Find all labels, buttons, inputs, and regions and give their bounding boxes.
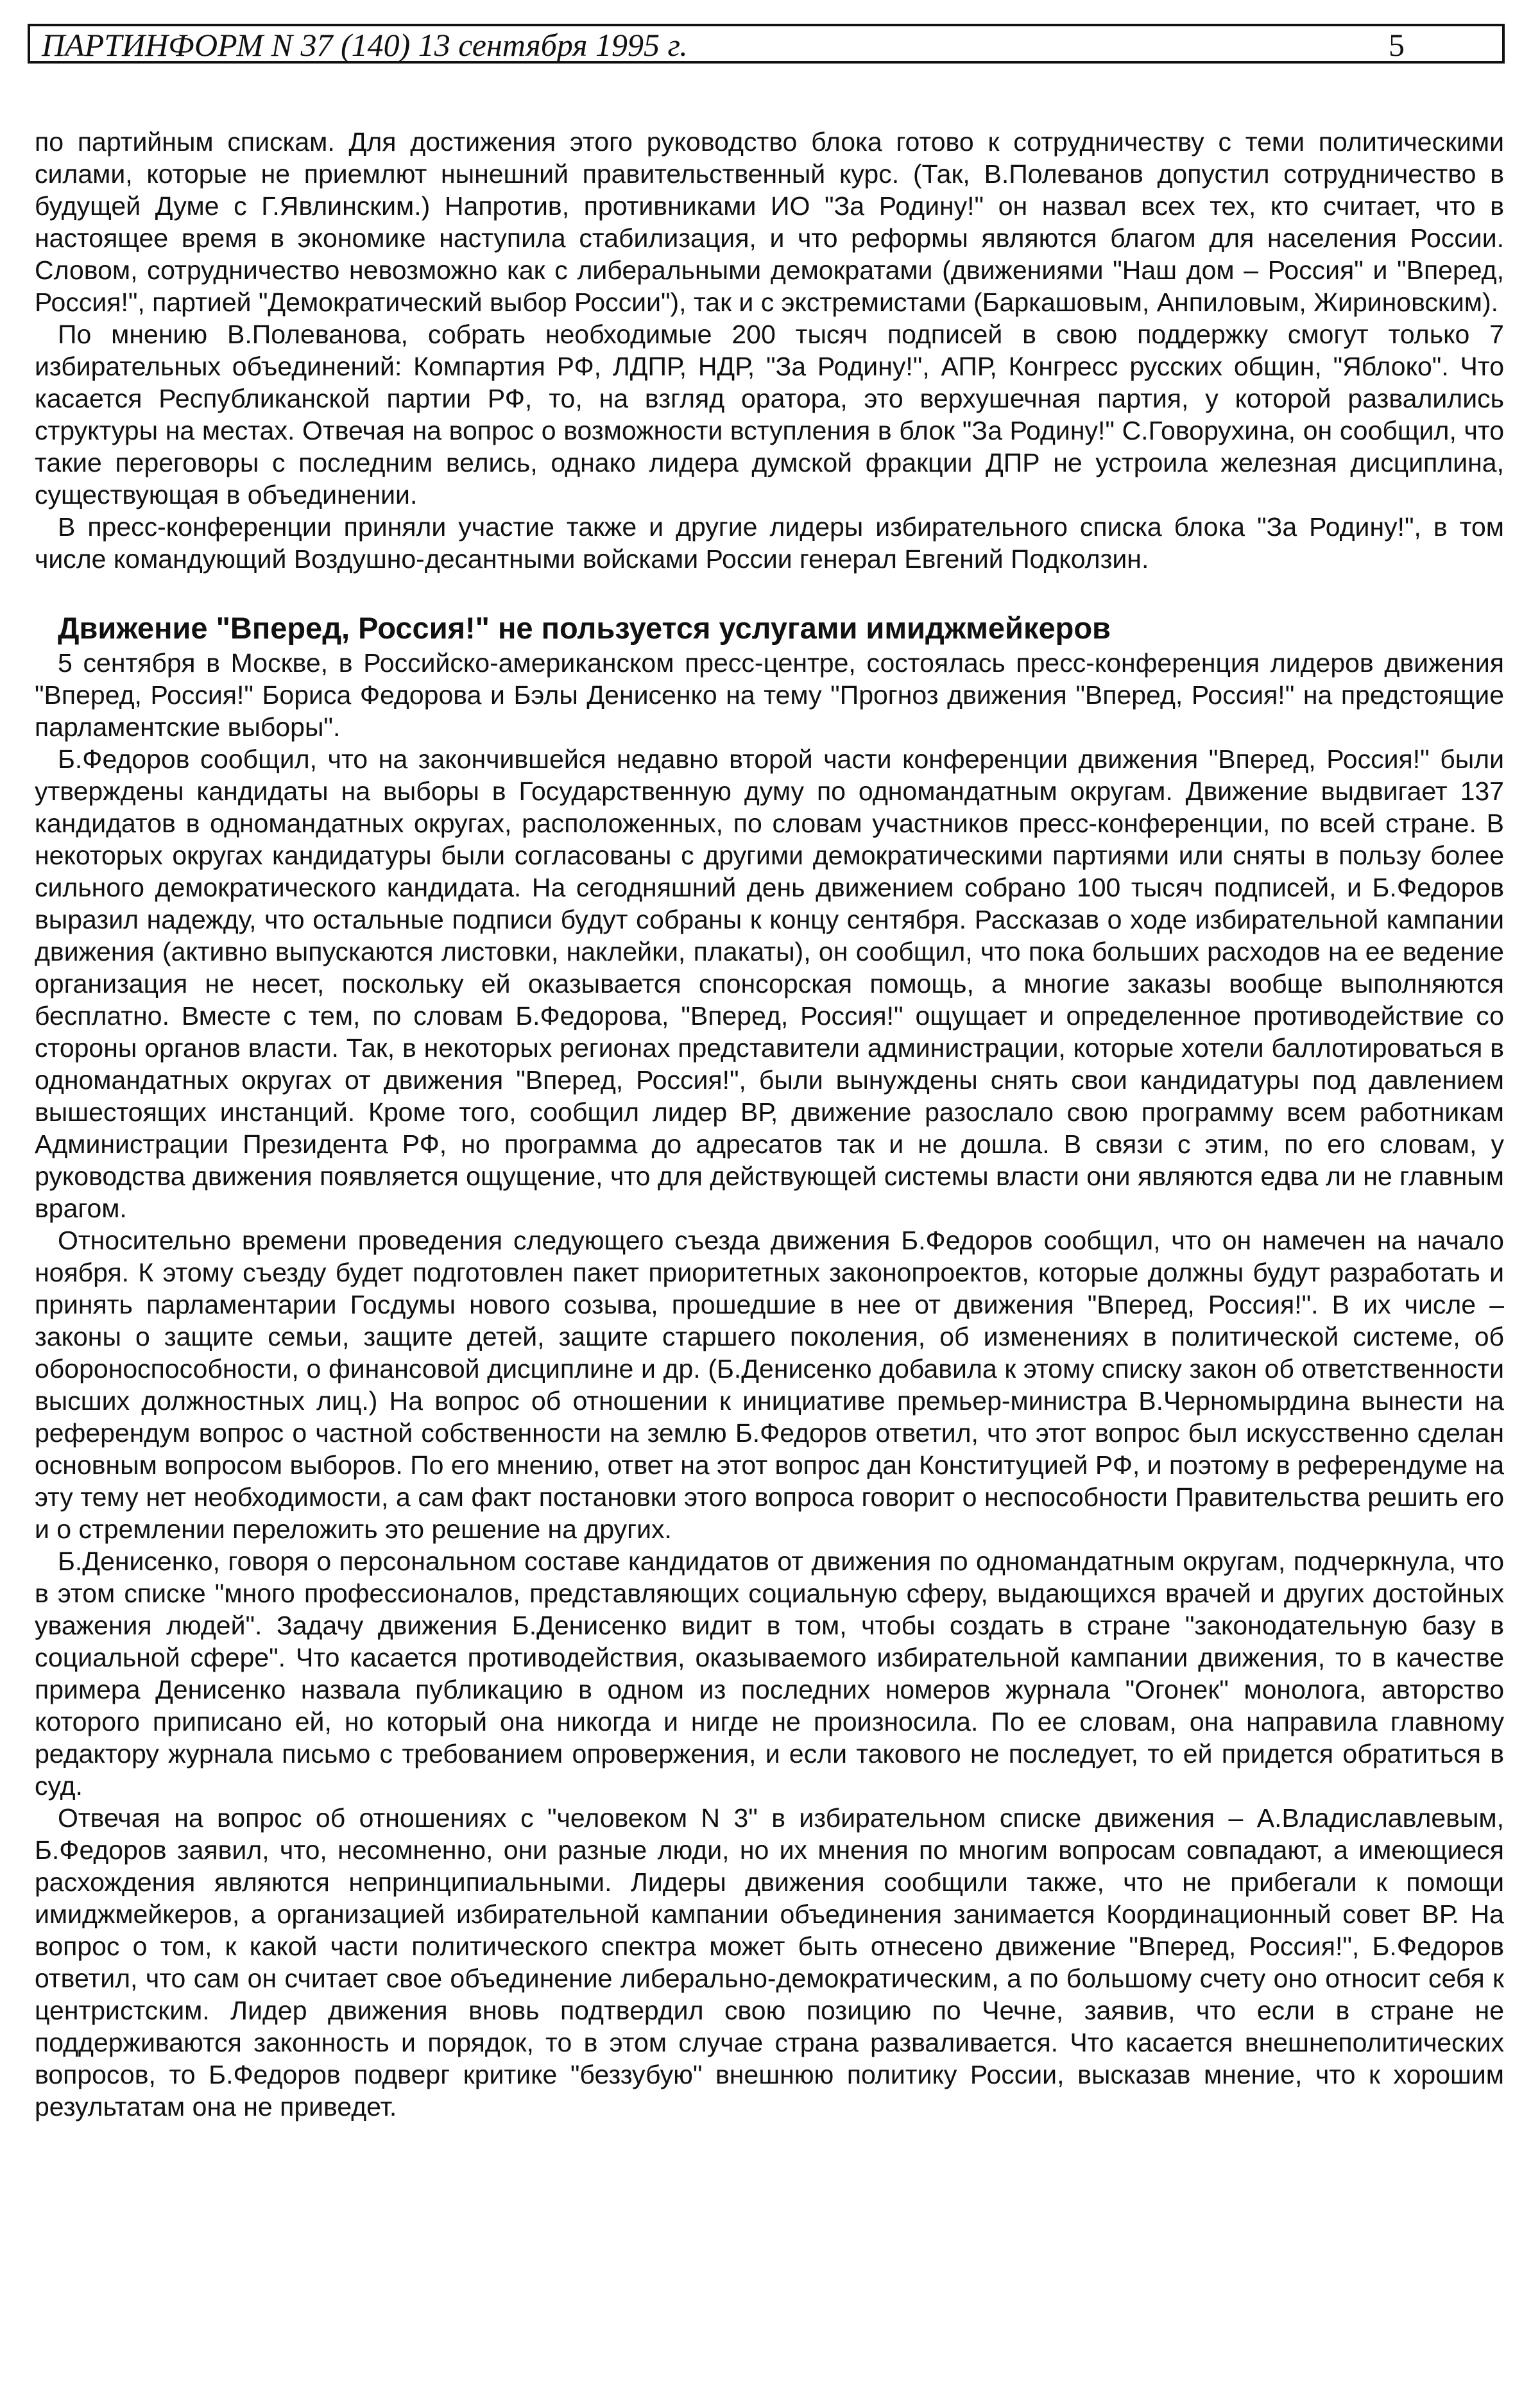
paragraph: 5 сентября в Москве, в Российско-американском пресс-центре, состоялась пресс-конференция лидеров движения "Вперед, Россия!" Бориса Федорова и Бэлы Денисенко на тему "Прогноз движения "Вперед, Россия!" на предстоящие парламентские выборы". — [35, 648, 1504, 742]
publication-title: ПАРТИНФОРМ N 37 (140) 13 сентября 1995 г. — [42, 27, 688, 63]
paragraph: по партийным спискам. Для достижения этого руководство блока готово к сотрудничеству с теми политическими силами, которые не приемлют нынешний правительственный курс. (Так, В.Полеванов допустил сотрудничество в будущей Думе с Г.Явлинским.) Напротив, противниками ИО "За Родину!" он назвал всех тех, кто считает, что в настоящее время в экономике наступила стабилизация, и что реформы являются благом для населения России. Словом, сотрудничество невозможно как с либеральными демократами (движениями "Наш дом – Россия" и "Вперед, Россия!", партией "Демократический выбор России"), так и с экстремистами (Баркашовым, Анпиловым, Жириновским). — [35, 127, 1504, 317]
paragraph: По мнению В.Полеванова, собрать необходимые 200 тысяч подписей в свою поддержку смогут только 7 избирательных объединений: Компартия РФ, ЛДПР, НДР, "За Родину!", АПР, Конгресс русских общин, "Яблоко". Что касается Республиканской партии РФ, то, на взгляд оратора, это верхушечная партия, у которой развалились структуры на местах. Отвечая на вопрос о возможности вступления в блок "За Родину!" С.Говорухина, он сообщил, что такие переговоры с последним велись, однако лидера думской фракции ДПР не устроила железная дисциплина, существующая в объединении. — [35, 320, 1504, 510]
previous-article-continuation — [35, 126, 1504, 575]
article-headline: Движение "Вперед, Россия!" не пользуется услугами имиджмейкеров — [58, 611, 1111, 645]
paragraph: В пресс-конференции приняли участие также и другие лидеры избирательного списка блока "За Родину!", в том числе командующий Воздушно-десантными войсками России генерал Евгений Подколзин. — [35, 512, 1504, 574]
paragraph: Б.Денисенко, говоря о персональном составе кандидатов от движения по одномандатным округам, подчеркнула, что в этом списке "много профессионалов, представляющих социальную сферу, выдающихся врачей и других достойных уважения людей". Задачу движения Б.Денисенко видит в том, чтобы создать в стране "законодательную базу в социальной сфере". Что касается противодействия, оказываемого избирательной кампании движения, то в качестве примера Денисенко назвала публикацию в одном из последних номеров журнала "Огонек" монолога, авторство которого приписано ей, но который она никогда и нигде не произносила. По ее словам, она направила главному редактору журнала письмо с требованием опровержения, и если такового не последует, то ей придется обратиться в суд. — [35, 1547, 1504, 1801]
page-body — [35, 126, 1504, 2123]
article — [35, 610, 1504, 2123]
page-header — [28, 24, 1505, 64]
paragraph: Отвечая на вопрос об отношениях с "человеком N 3" в избирательном списке движения – А.Владиславлевым, Б.Федоров заявил, что, несомненно, они разные люди, но их мнения по многим вопросам совпадают, а имеющиеся расхождения являются непринципиальными. Лидеры движения сообщили также, что не прибегали к помощи имиджмейкеров, а организацией избирательной кампании объединения занимается Координационный совет ВР. На вопрос о том, к какой части политического спектра может быть отнесено движение "Вперед, Россия!", Б.Федоров ответил, что сам он считает свое объединение либерально-демократическим, а по большому счету оно относит себя к центристским. Лидер движения вновь подтвердил свою позицию по Чечне, заявив, что если в стране не поддерживаются законность и порядок, то в этом случае страна разваливается. Что касается внешнеполитических вопросов, то Б.Федоров подверг критике "беззубую" внешнюю политику России, высказав мнение, что к хорошим результатам она не приведет. — [35, 1803, 1504, 2121]
paragraph: Относительно времени проведения следующего съезда движения Б.Федоров сообщил, что он намечен на начало ноября. К этому съезду будет подготовлен пакет приоритетных законопроектов, которые должны будут разработать и принять парламентарии Госдумы нового созыва, прошедшие в нее от движения "Вперед, Россия!". В их числе – законы о защите семьи, защите детей, защите старшего поколения, об изменениях в политической системе, об обороноспособности, о финансовой дисциплине и др. (Б.Денисенко добавила к этому списку закон об ответственности высших должностных лиц.) На вопрос об отношении к инициативе премьер-министра В.Черномырдина вынести на референдум вопрос о частной собственности на землю Б.Федоров ответил, что этот вопрос был искусственно сделан основным вопросом выборов. По его мнению, ответ на этот вопрос дан Конституцией РФ, и поэтому в референдуме на эту тему нет необходимости, а сам факт постановки этого вопроса говорит о неспособности Правительства решить его и о стремлении переложить это решение на других. — [35, 1226, 1504, 1544]
paragraph: Б.Федоров сообщил, что на закончившейся недавно второй части конференции движения "Вперед, Россия!" были утверждены кандидаты на выборы в Государственную думу по одномандатным округам. Движение выдвигает 137 кандидатов в одномандатных округах, расположенных, по словам участников пресс-конференции, по всей стране. В некоторых округах кандидатуры были согласованы с другими демократическими партиями или сняты в пользу более сильного демократического кандидата. На сегодняшний день движением собрано 100 тысяч подписей, и Б.Федоров выразил надежду, что остальные подписи будут собраны к концу сентября. Рассказав о ходе избирательной кампании движения (активно выпускаются листовки, наклейки, плакаты), он сообщил, что пока больших расходов на ее ведение организация не несет, поскольку ей оказывается спонсорская помощь, а многие заказы вообще выполняются бесплатно. Вместе с тем, по словам Б.Федорова, "Вперед, Россия!" ощущает и определенное противодействие со стороны органов власти. Так, в некоторых регионах представители администрации, которые хотели баллотироваться в одномандатных округах от движения "Вперед, Россия!", были вынуждены снять свои кандидатуры под давлением вышестоящих инстанций. Кроме того, сообщил лидер ВР, движение разослало свою программу всем работникам Администрации Президента РФ, но программа до адресатов так и не дошла. В связи с этим, по его словам, у руководства движения появляется ощущение, что для действующей системы власти они являются едва ли не главным врагом. — [35, 744, 1504, 1223]
page-number: 5 — [1389, 27, 1405, 63]
